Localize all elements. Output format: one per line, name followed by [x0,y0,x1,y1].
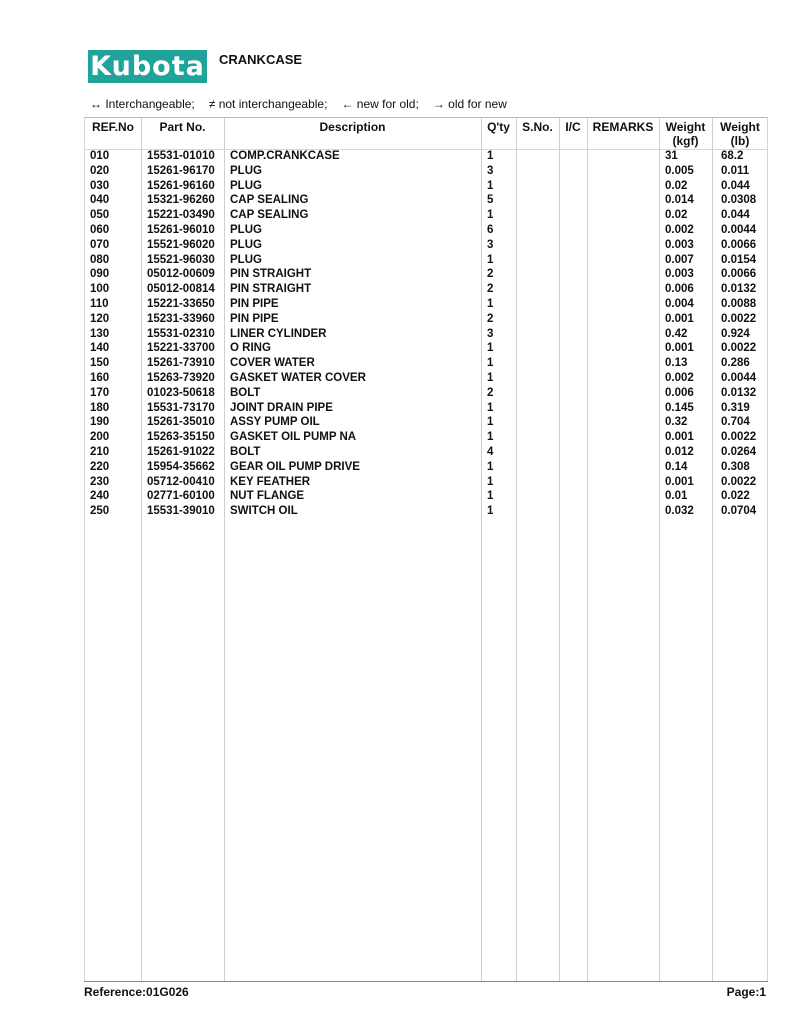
table-row [85,460,767,475]
cell-weight-kgf: 0.13 [665,357,688,370]
cell-qty: 6 [487,223,494,236]
cell-ref: 010 [90,150,110,162]
cell-weight-kgf: 0.002 [665,371,694,384]
cell-description: CAP SEALING [230,194,309,207]
cell-part-no: 02771-60100 [147,490,215,503]
cell-description: ASSY PUMP OIL [230,416,320,429]
cell-weight-lb: 0.0044 [721,223,757,236]
cell-part-no: 15531-02310 [147,327,215,340]
cell-part-no: 15954-35662 [147,460,215,473]
cell-description: GASKET OIL PUMP NA [230,431,357,444]
cell-ref: 110 [90,297,109,310]
table-row [85,193,767,208]
cell-weight-kgf: 0.145 [665,401,694,414]
cell-weight-kgf: 0.001 [665,475,694,488]
cell-qty: 3 [487,327,494,340]
cell-description: PIN PIPE [230,312,279,325]
cell-description: PLUG [230,253,262,266]
cell-description: COVER WATER [230,357,315,370]
cell-description: PIN STRAIGHT [230,268,312,281]
cell-ref: 040 [90,194,110,207]
cell-qty: 2 [487,312,494,325]
cell-part-no: 15221-33700 [147,342,215,355]
cell-ref: 200 [90,431,110,444]
cell-weight-kgf: 0.003 [665,238,694,251]
cell-description: BOLT [230,445,261,458]
cell-part-no: 15261-96160 [147,179,215,192]
cell-qty: 1 [487,179,494,192]
right-arrow-icon: → [432,97,445,111]
cell-weight-lb: 0.0132 [721,386,757,399]
cell-weight-kgf: 0.032 [665,505,694,518]
cell-part-no: 15261-91022 [147,445,215,458]
cell-description: PIN STRAIGHT [230,283,312,296]
cell-description: GASKET WATER COVER [230,371,366,384]
cell-ref: 030 [90,179,110,192]
cell-description: PIN PIPE [230,297,279,310]
table-row [85,267,767,282]
cell-description: SWITCH OIL [230,505,298,518]
cell-description: JOINT DRAIN PIPE [230,401,333,414]
legend-label: new for old; [356,97,419,111]
cell-description: KEY FEATHER [230,475,311,488]
cell-weight-lb: 0.0022 [721,312,757,325]
cell-weight-lb: 0.308 [721,460,750,473]
header-unit: (kgf) [672,134,699,148]
legend-interchangeable [90,97,195,111]
cell-part-no: 15521-96030 [147,253,215,266]
cell-ref: 120 [90,312,110,325]
header-unit: (lb) [730,134,750,148]
cell-part-no: 05712-00410 [147,475,215,488]
cell-weight-lb: 0.0308 [721,194,757,207]
table-row [85,208,767,223]
cell-ref: 100 [90,283,110,296]
cell-qty: 3 [487,164,494,177]
cell-weight-kgf: 0.02 [665,179,688,192]
cell-weight-lb: 0.044 [721,209,750,222]
cell-part-no: 15531-39010 [147,505,215,518]
column-header-description: Description [319,120,386,134]
cell-ref: 210 [90,445,110,458]
column-header-remarks: REMARKS [592,120,654,134]
cell-qty: 1 [487,253,494,266]
legend-label: not interchangeable; [218,97,328,111]
cell-weight-kgf: 0.012 [665,445,694,458]
cell-weight-lb: 0.0022 [721,431,757,444]
cell-weight-kgf: 0.014 [665,194,694,207]
cell-ref: 070 [90,238,110,251]
legend-old-for-new [433,97,507,111]
cell-qty: 1 [487,342,494,355]
cell-part-no: 15231-33960 [147,312,215,325]
cell-weight-kgf: 0.14 [665,460,688,473]
cell-weight-lb: 0.022 [721,490,750,503]
cell-qty: 1 [487,416,494,429]
table-body [85,149,767,519]
cell-qty: 1 [487,150,494,162]
cell-part-no: 15263-35150 [147,431,215,444]
cell-description: LINER CYLINDER [230,327,327,340]
cell-part-no: 05012-00814 [147,283,215,296]
cell-ref: 190 [90,416,110,429]
page-number: Page:1 [726,985,766,999]
cell-qty: 1 [487,209,494,222]
cell-ref: 170 [90,386,110,399]
cell-ref: 050 [90,209,110,222]
cell-weight-lb: 0.0264 [721,445,757,458]
cell-qty: 4 [487,445,494,458]
cell-qty: 1 [487,431,494,444]
cell-weight-lb: 0.704 [721,416,750,429]
cell-qty: 1 [487,371,494,384]
cell-qty: 1 [487,460,494,473]
cell-weight-lb: 0.0088 [721,297,757,310]
parts-table [84,117,768,982]
cell-description: PLUG [230,223,262,236]
table-row [85,149,767,164]
cell-qty: 2 [487,283,494,296]
cell-weight-lb: 0.0066 [721,268,757,281]
cell-ref: 160 [90,371,110,384]
cell-weight-kgf: 31 [665,150,678,162]
table-row [85,475,767,490]
header-line: Weight [665,120,706,134]
cell-qty: 5 [487,194,494,207]
reference-code: Reference:01G026 [84,985,189,999]
cell-weight-kgf: 0.01 [665,490,688,503]
cell-qty: 1 [487,475,494,488]
table-row [85,327,767,342]
column-header-qty: Q'ty [487,120,510,134]
cell-part-no: 15521-96020 [147,238,215,251]
table-row [85,430,767,445]
legend-not-interchangeable [209,97,328,111]
cell-part-no: 15261-35010 [147,416,215,429]
cell-weight-lb: 0.0704 [721,505,757,518]
cell-ref: 220 [90,460,110,473]
table-row [85,282,767,297]
cell-weight-kgf: 0.32 [665,416,688,429]
cell-part-no: 15261-96010 [147,223,215,236]
header-line: Weight [720,120,760,134]
legend-label: Interchangeable; [105,97,195,111]
cell-ref: 060 [90,223,110,236]
table-row [85,415,767,430]
cell-ref: 090 [90,268,110,281]
cell-qty: 1 [487,297,494,310]
cell-description: CAP SEALING [230,209,309,222]
column-header-part: Part No. [159,120,206,134]
table-row [85,223,767,238]
cell-part-no: 15263-73920 [147,371,215,384]
not-equal-icon: ≠ [208,97,216,111]
table-row [85,164,767,179]
legend-new-for-old [341,97,418,111]
cell-weight-lb: 0.286 [721,357,750,370]
table-row [85,238,767,253]
cell-description: O RING [230,342,271,355]
cell-description: PLUG [230,179,262,192]
table-row [85,253,767,268]
cell-description: NUT FLANGE [230,490,305,503]
cell-part-no: 05012-00609 [147,268,215,281]
cell-qty: 1 [487,505,494,518]
cell-qty: 1 [487,401,494,414]
cell-ref: 250 [90,505,110,518]
left-arrow-icon: ← [341,97,354,111]
column-header-ic: I/C [565,120,581,134]
table-row [85,401,767,416]
cell-qty: 1 [487,490,494,503]
table-row [85,312,767,327]
cell-part-no: 15261-73910 [147,357,215,370]
cell-ref: 080 [90,253,110,266]
cell-weight-kgf: 0.007 [665,253,694,266]
cell-weight-lb: 0.0022 [721,475,757,488]
cell-weight-kgf: 0.004 [665,297,694,310]
cell-weight-kgf: 0.02 [665,209,688,222]
table-row [85,371,767,386]
column-header-weight-lb [712,120,768,148]
cell-ref: 020 [90,164,110,177]
cell-part-no: 15321-96260 [147,194,215,207]
cell-qty: 2 [487,386,494,399]
cell-weight-kgf: 0.42 [665,327,688,340]
legend-label: old for new [448,97,507,111]
cell-weight-kgf: 0.003 [665,268,694,281]
cell-qty: 3 [487,238,494,251]
cell-part-no: 15261-96170 [147,164,215,177]
column-header-weight-kgf [659,120,712,148]
cell-ref: 140 [90,342,110,355]
cell-weight-lb: 0.044 [721,179,750,192]
legend [90,97,521,111]
column-header-ref: REF.No [92,120,134,134]
kubota-logo: Kubota [88,50,207,83]
cell-weight-lb: 0.0154 [721,253,757,266]
cell-ref: 180 [90,401,110,414]
cell-weight-lb: 0.0044 [721,371,757,384]
table-row [85,341,767,356]
cell-ref: 230 [90,475,110,488]
column-header-sno: S.No. [522,120,553,134]
cell-weight-lb: 0.011 [721,164,750,177]
cell-part-no: 15531-73170 [147,401,215,414]
cell-weight-lb: 68.2 [721,150,744,162]
table-row [85,386,767,401]
page-title: CRANKCASE [219,52,303,67]
cell-description: PLUG [230,238,262,251]
cell-part-no: 15531-01010 [147,150,215,162]
table-row [85,504,767,519]
cell-weight-kgf: 0.001 [665,342,694,355]
cell-weight-kgf: 0.006 [665,283,694,296]
cell-part-no: 01023-50618 [147,386,215,399]
cell-description: PLUG [230,164,262,177]
cell-weight-kgf: 0.006 [665,386,694,399]
table-row [85,356,767,371]
cell-weight-kgf: 0.001 [665,312,694,325]
cell-part-no: 15221-33650 [147,297,215,310]
cell-ref: 240 [90,490,110,503]
cell-weight-kgf: 0.005 [665,164,694,177]
cell-weight-lb: 0.924 [721,327,750,340]
cell-weight-kgf: 0.001 [665,431,694,444]
table-row [85,489,767,504]
cell-ref: 150 [90,357,110,370]
cell-weight-kgf: 0.002 [665,223,694,236]
cell-description: COMP.CRANKCASE [230,150,340,162]
cell-qty: 1 [487,357,494,370]
cell-qty: 2 [487,268,494,281]
cell-ref: 130 [90,327,110,340]
cell-weight-lb: 0.0066 [721,238,757,251]
table-row [85,297,767,312]
table-row [85,445,767,460]
cell-part-no: 15221-03490 [147,209,215,222]
cell-weight-lb: 0.0022 [721,342,757,355]
cell-weight-lb: 0.319 [721,401,750,414]
footer-divider [84,981,768,982]
double-arrow-icon: ↔ [90,97,102,111]
table-row [85,179,767,194]
cell-description: GEAR OIL PUMP DRIVE [230,460,360,473]
cell-description: BOLT [230,386,261,399]
cell-weight-lb: 0.0132 [721,283,757,296]
